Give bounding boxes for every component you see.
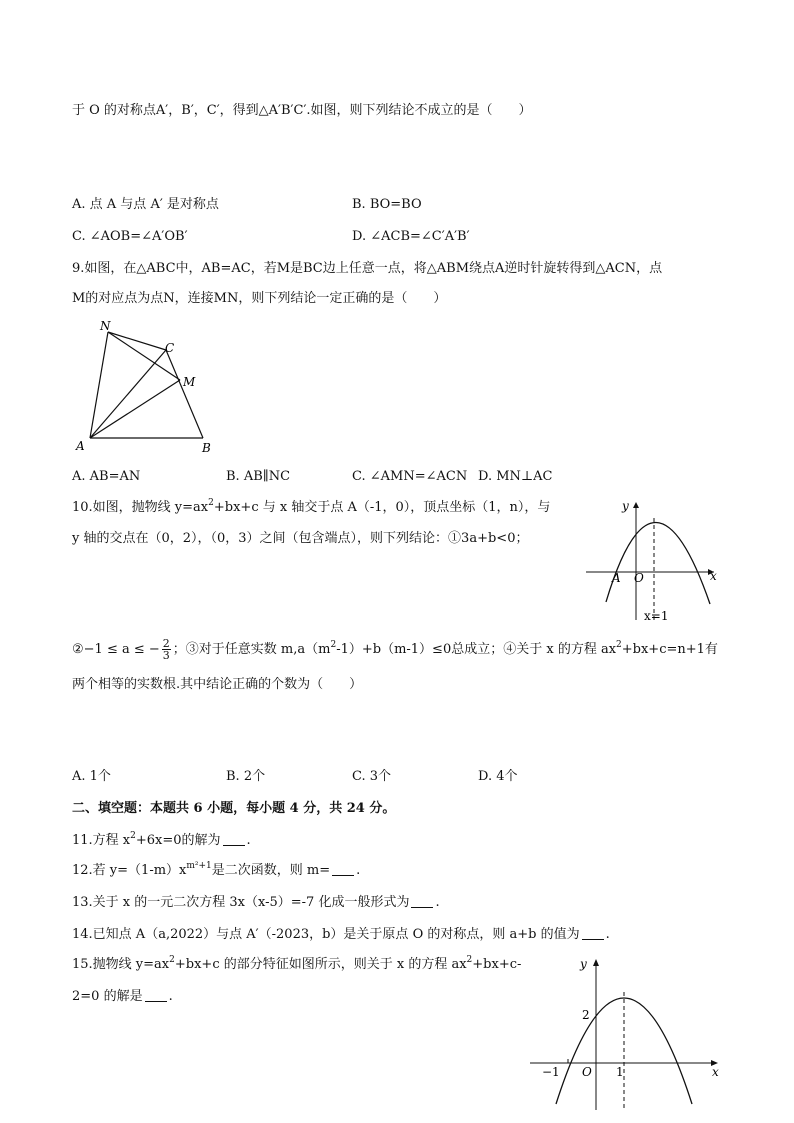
label-two: 2	[582, 1008, 590, 1022]
q10-stem-line4: 两个相等的实数根.其中结论正确的个数为（ ）	[72, 677, 363, 692]
label-o: O	[582, 1065, 592, 1079]
q10-option-a: A. 1个	[72, 769, 111, 784]
q14: 14.已知点 A（a,2022）与点 A′（-2023，b）是关于原点 O 的对称点，则 a+b 的值为 .	[72, 927, 610, 942]
q9-triangle-figure	[70, 318, 220, 458]
q9-option-c: C. ∠AMN=∠ACN	[352, 469, 468, 484]
label-one: 1	[616, 1065, 624, 1079]
q11: 11.方程 $x^2+6x=0$的解为 .	[72, 831, 251, 848]
q10-option-c: C. 3个	[352, 769, 392, 784]
q11-answer-blank[interactable]	[223, 833, 245, 846]
fraction-two-thirds: $\frac{2}{3}$	[162, 637, 170, 662]
q12-answer-blank[interactable]	[332, 863, 354, 876]
label-b: B	[202, 441, 211, 455]
label-y: y	[580, 957, 587, 971]
label-axis: x=1	[644, 609, 669, 623]
q13-answer-blank[interactable]	[411, 895, 433, 908]
q15-answer-blank[interactable]	[145, 989, 167, 1002]
label-a: A	[612, 571, 621, 585]
q10-option-d: D. 4个	[478, 769, 518, 784]
q8-option-a: A. 点 A 与点 A′ 是对称点	[72, 197, 219, 212]
q8-option-d: D. ∠ACB=∠C′A′B′	[352, 229, 470, 244]
label-c: C	[165, 341, 175, 355]
q9-option-d: D. MN⊥AC	[478, 469, 553, 484]
q12: 12.若 $y=(1-m)x^{m^2+1}$是二次函数，则 m= .	[72, 861, 361, 878]
q10-stem-line2: y 轴的交点在（0，2），（0，3）之间（包含端点），则下列结论：①3a+b<0；	[72, 531, 529, 546]
label-y: y	[622, 499, 629, 513]
q8-option-b: B. BO=BO	[352, 197, 422, 212]
q15-stem-line1: 15.抛物线 $y=ax^2+bx+c$ 的部分特征如图所示，则关于 x 的方程 $ax^2+bx+c-$	[72, 955, 522, 972]
q13: 13.关于 x 的一元二次方程 3x（x-5）=-7 化成一般形式为 .	[72, 895, 440, 910]
q8-option-c: C. ∠AOB=∠A′OB′	[72, 229, 188, 244]
q9-stem-line1: 9.如图，在△ABC中，AB=AC，若M是BC边上任意一点，将△ABM绕点A逆时针旋转得到△ACN，点	[72, 261, 663, 276]
q15-stem-line2: 2=0 的解是 .	[72, 989, 173, 1004]
label-x: x	[710, 569, 717, 583]
q10-stem-line3: ②−1 ≤ a ≤ − $\frac{2}{3}$ ；③对于任意实数 $m,a(m^2-1)+b(m-1)\le 0$总成立；④关于 x 的方程 $ax^2+bx+c=n+1$有	[72, 637, 718, 662]
label-x: x	[712, 1065, 719, 1079]
q8-stem-tail: 于 O 的对称点A′，B′，C′，得到△A′B′C′.如图，则下列结论不成立的是（ ）	[72, 103, 532, 118]
q15-parabola-graph	[528, 952, 724, 1114]
q9-option-a: A. AB=AN	[72, 469, 141, 484]
label-m: M	[183, 375, 196, 389]
q10-parabola-graph	[582, 496, 722, 626]
q9-stem-line2: M的对应点为点N，连接MN，则下列结论一定正确的是（ ）	[72, 291, 447, 306]
q14-answer-blank[interactable]	[582, 927, 604, 940]
section-2-heading: 二、填空题：本题共 6 小题，每小题 4 分，共 24 分。	[72, 801, 396, 816]
label-neg1: −1	[542, 1065, 560, 1079]
label-a: A	[76, 439, 85, 453]
q10-option-b: B. 2个	[226, 769, 266, 784]
label-o: O	[634, 571, 644, 585]
q10-stem-line1: 10.如图，抛物线 $y=ax^2+bx+c$ 与 x 轴交于点 A（-1，0），顶点坐标（1，n），与	[72, 498, 551, 515]
label-n: N	[100, 319, 111, 333]
q9-option-b: B. AB∥NC	[226, 469, 291, 484]
